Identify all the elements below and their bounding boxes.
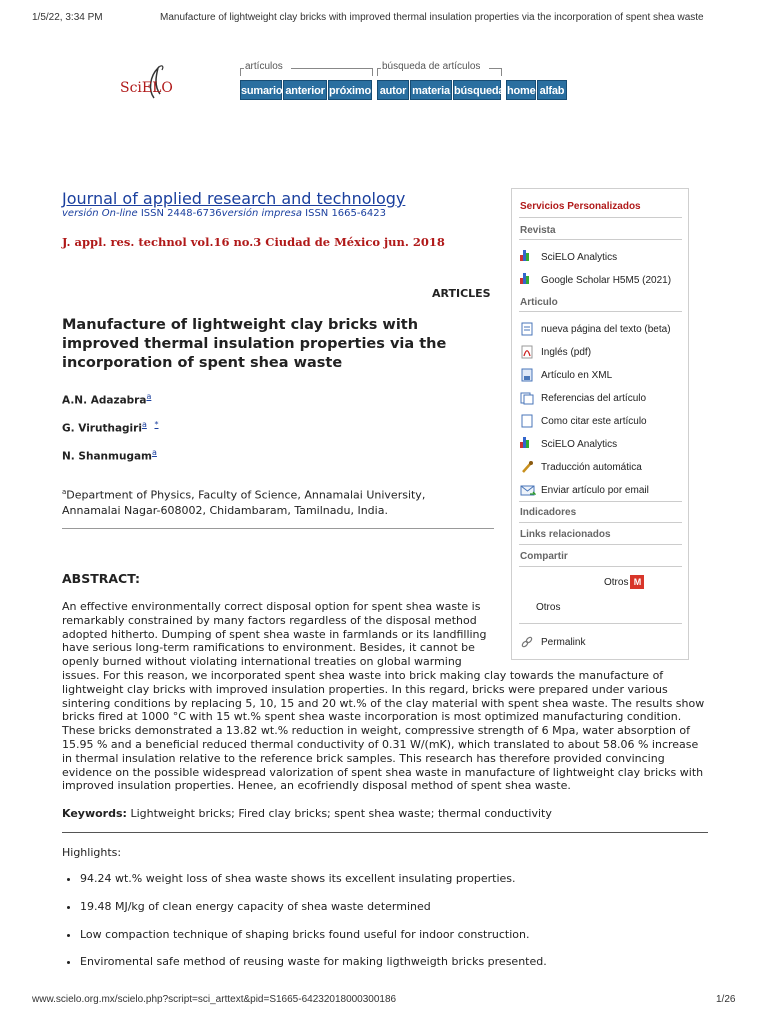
bar-chart-icon — [520, 437, 534, 451]
sidebar-heading: Servicios Personalizados — [520, 201, 641, 212]
nav-group2-bracket-left — [377, 68, 378, 76]
print-datetime: 1/5/22, 3:34 PM — [32, 12, 103, 23]
author-1-affil-link[interactable]: a — [146, 392, 152, 401]
author-1 — [62, 392, 151, 407]
nav-alfab-button[interactable]: alfab — [537, 80, 567, 100]
abstract-heading: ABSTRACT: — [62, 571, 141, 586]
xml-icon — [520, 368, 534, 382]
nav-group2-line — [489, 68, 501, 69]
author-2 — [62, 420, 159, 435]
print-footer-url: www.scielo.org.mx/scielo.php?script=sci_arttext&pid=S1665-64232018000300186 — [32, 994, 397, 1005]
abstract-line: issues. For this reason, we incorporated spent shea waste into brick making clay towards the manufacture of — [62, 668, 664, 682]
author-3-affil-link[interactable]: a — [152, 448, 157, 457]
sidebar-section-revista: Revista — [520, 225, 556, 236]
author-1-name: A.N. Adazabra — [62, 394, 147, 407]
services-sidebar — [511, 188, 689, 660]
abstract-line: lightweight clay bricks with improved insulation properties. In this regard, bricks were prepared under various — [62, 682, 668, 696]
highlights-list — [62, 860, 720, 983]
sidebar-item-xml[interactable] — [520, 368, 612, 382]
author-3-name: N. Shanmugam — [62, 450, 152, 463]
keywords-divider — [62, 832, 708, 833]
document-icon — [520, 322, 534, 336]
sidebar-item-label: Referencias del artículo — [541, 392, 647, 404]
share-otros-link-label: Otros — [536, 602, 561, 613]
sidebar-item-scielo-analytics-articulo[interactable] — [520, 437, 617, 451]
abstract-line: evidence on the possible widespread valorization of spent shea waste in manufacture of lightweight clay bricks with — [62, 765, 704, 779]
journal-issn-line — [62, 208, 386, 219]
nav-group2-label: búsqueda de artículos — [382, 61, 481, 72]
nav-busqueda-button[interactable]: búsqueda — [453, 80, 501, 100]
pdf-icon — [520, 345, 534, 359]
highlight-item: • Enviromental safe method of reusing waste for making ligthweigth bricks presented. — [80, 955, 720, 969]
author-2-affil-link[interactable]: a — [141, 420, 147, 429]
nav-group2-bracket-right — [501, 68, 502, 76]
bar-chart-icon — [520, 250, 534, 264]
sidebar-item-pdf[interactable] — [520, 345, 591, 359]
abstract-line: openly burned without violating international treaties on global warming — [62, 655, 462, 669]
sidebar-item-label: Traducción automática — [541, 461, 642, 473]
share-otros-label: Otros — [604, 576, 629, 588]
nav-proximo-button[interactable]: próximo — [328, 80, 372, 100]
sidebar-item-label: Artículo en XML — [541, 369, 613, 381]
pen-icon — [520, 460, 534, 474]
sidebar-section-links[interactable]: Links relacionados — [520, 529, 611, 540]
sidebar-section-articulo: Articulo — [520, 297, 558, 308]
nav-group1-bracket-right — [372, 68, 373, 76]
sidebar-divider — [519, 566, 682, 567]
highlight-item: • 94.24 wt.% weight loss of shea waste shows its excellent insulating properties. — [80, 872, 720, 886]
print-footer-page: 1/26 — [716, 994, 736, 1005]
abstract-line: remarkably constrained by many factors regardless of the disposal method — [62, 613, 477, 627]
highlight-item: • Low compaction technique of shaping bricks found useful for indoor construction. — [80, 928, 720, 942]
journal-title-link[interactable]: Journal of applied research and technology — [62, 189, 406, 208]
sidebar-item-referencias[interactable] — [520, 391, 646, 405]
sidebar-item-label: SciELO Analytics — [541, 251, 618, 263]
journal-citation: J. appl. res. technol vol.16 no.3 Ciudad de México jun. 2018 — [62, 235, 445, 249]
sidebar-divider — [519, 501, 682, 502]
abstract-line: bricks fired at 1000 °C with 15 wt.% spent shea waste incorporation is most optimized manufacturing condition. — [62, 710, 682, 724]
abstract-line: have serious long-term ramifications to environment. Besides, it cannot be — [62, 641, 475, 655]
sidebar-item-como-citar[interactable] — [520, 414, 647, 428]
scielo-logo-text: SciELO — [120, 80, 173, 96]
link-icon — [520, 635, 534, 649]
nav-group1-line — [291, 68, 372, 69]
share-otros-button[interactable] — [604, 575, 644, 589]
scielo-logo[interactable] — [118, 60, 188, 104]
sidebar-item-label: nueva página del texto (beta) — [541, 323, 671, 335]
affiliation-line-2: Annamalai Nagar-608002, Chidambaram, Tamilnadu, India. — [62, 503, 388, 517]
abstract-line: sintering conditions by replacing 5, 10, 15 and 20 wt.% of the clay material with spent shea waste. The results show — [62, 696, 705, 710]
nav-anterior-button[interactable]: anterior — [283, 80, 327, 100]
document-icon — [520, 414, 534, 428]
keywords — [62, 807, 552, 821]
nav-materia-button[interactable]: materia — [410, 80, 452, 100]
nav-group1-label: artículos — [245, 61, 283, 72]
sidebar-divider — [519, 217, 682, 218]
bar-chart-icon — [520, 273, 534, 287]
references-icon — [520, 391, 534, 405]
sidebar-item-permalink[interactable] — [520, 635, 585, 649]
share-otros-link[interactable] — [536, 602, 560, 613]
sidebar-item-traduccion[interactable] — [520, 460, 642, 474]
email-icon — [520, 483, 534, 497]
nav-sumario-button[interactable]: sumario — [240, 80, 282, 100]
sidebar-divider — [519, 544, 682, 545]
abstract-line: in thermal insulation relative to the reference brick samples. This research has therefore provided convincing — [62, 751, 665, 765]
abstract-line: 15.95 % and a beneficial reduced thermal conductivity of 0.31 W/(mK), which translated to about 58.06 % increase — [62, 737, 699, 751]
section-label: ARTICLES — [432, 287, 491, 300]
keywords-text: Lightweight bricks; Fired clay bricks; spent shea waste; thermal conductivity — [130, 807, 552, 820]
abstract-line: adopted hitherto. Dumping of spent shea waste in farmlands or its landfilling — [62, 627, 487, 641]
sidebar-item-label: Permalink — [541, 636, 586, 648]
affiliation — [62, 485, 492, 518]
sidebar-item-google-scholar[interactable] — [520, 273, 671, 287]
online-label: versión On-line — [62, 208, 138, 219]
print-issn: ISSN 1665-6423 — [305, 208, 386, 219]
sidebar-divider — [519, 623, 682, 624]
sidebar-item-label: Como citar este artículo — [541, 415, 647, 427]
affiliation-sup: a — [62, 488, 67, 496]
online-issn: ISSN 2448-6736 — [140, 208, 222, 219]
sidebar-item-scielo-analytics-revista[interactable] — [520, 250, 617, 264]
keywords-label: Keywords: — [62, 807, 127, 820]
sidebar-divider — [519, 522, 682, 523]
author-3 — [62, 448, 157, 463]
sidebar-item-label: SciELO Analytics — [541, 438, 618, 450]
nav-autor-button[interactable]: autor — [377, 80, 409, 100]
nav-home-button[interactable]: home — [506, 80, 536, 100]
article-title: Manufacture of lightweight clay bricks with improved thermal insulation properties via the incorporation of spent shea waste — [62, 317, 447, 371]
affiliation-divider — [62, 528, 494, 529]
sidebar-section-indicadores[interactable]: Indicadores — [520, 507, 577, 518]
print-label: versión impresa — [221, 208, 302, 219]
sidebar-divider — [519, 239, 682, 240]
author-2-name: G. Viruthagiri — [62, 422, 142, 435]
affiliation-line-1: Department of Physics, Faculty of Science, Annamalai University, — [66, 488, 426, 502]
sidebar-item-label: Enviar artículo por email — [541, 484, 649, 496]
share-addthis-icon: M — [630, 575, 644, 589]
highlight-item: • 19.48 MJ/kg of clean energy capacity of shea waste determined — [80, 900, 720, 914]
sidebar-item-email[interactable] — [520, 483, 649, 497]
highlights-label: Highlights: — [62, 846, 122, 859]
abstract-line: These bricks demonstrated a 13.82 wt.% reduction in weight, compressive strength of 6 Mpa, water absorption of — [62, 724, 691, 738]
sidebar-item-label: Google Scholar H5M5 (2021) — [541, 274, 672, 286]
author-2-correspondence-link[interactable]: * — [154, 420, 159, 429]
sidebar-divider — [519, 311, 682, 312]
abstract-line: An effective environmentally correct disposal option for spent shea waste is — [62, 600, 481, 613]
sidebar-item-nueva-pagina[interactable] — [520, 322, 671, 336]
print-doc-title: Manufacture of lightweight clay bricks with improved thermal insulation properties via the incorporation of spent shea waste — [160, 12, 704, 23]
sidebar-section-compartir: Compartir — [520, 551, 568, 562]
nav-group1-bracket-left — [240, 68, 241, 76]
sidebar-item-label: Inglés (pdf) — [541, 346, 592, 358]
abstract-line: improved insulation properties. Henee, an ecofriendly disposal method of spent shea waste. — [62, 779, 571, 793]
